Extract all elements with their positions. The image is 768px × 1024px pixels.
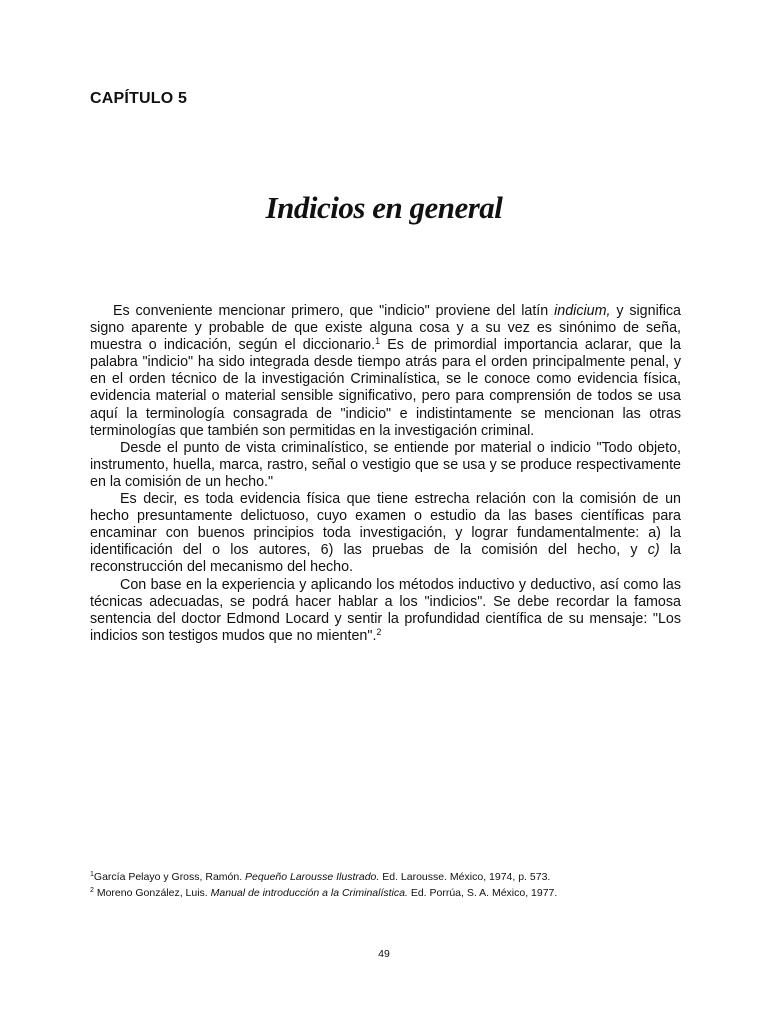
footnote-2-publisher: Ed. Porrúa, S. A. México, 1977. [407, 887, 558, 899]
footnote-ref-2[interactable]: 2 [376, 626, 382, 637]
paragraph-1-italic-term: indicium, [554, 303, 611, 319]
footnotes [90, 869, 690, 901]
paragraph-4 [90, 577, 681, 645]
paragraph-3-italic-item: c) [647, 542, 660, 559]
footnote-1 [90, 869, 690, 885]
footnote-1-work-title: Pequeño Larousse Ilustrado. [245, 871, 380, 883]
paragraph-3 [90, 491, 681, 576]
paragraph-1-text-c: Es de primordial importancia aclarar, que la palabra "indicio" ha sido integrada desde tiempo atrás para el orden principalmente penal, y en el orden técnico de la investigación Criminalística, se le conoce como evidencia física, evidencia material o material sensible significativo, pero para comprensión de todos se usa aquí la terminología consagrada de "indicio" e indistintamente se mencionan las otras terminologías que también son permitidas en la investigación criminal. [90, 337, 681, 439]
page-title: Indicios en general [265, 190, 503, 225]
footnote-2-work-title: Manual de introducción a la Criminalística. [210, 887, 408, 899]
paragraph-2: Desde el punto de vista criminalístico, se entiende por material o indicio "Todo objeto, instrumento, huella, marca, rastro, señal o vestigio que se usa y se produce respectivamente en la comisión de un hecho." [90, 439, 681, 490]
paragraph-1-text-a: Es conveniente mencionar primero, que "indicio" proviene del latín [113, 303, 555, 319]
paragraph-1 [90, 303, 681, 440]
page-number: 49 [378, 948, 390, 960]
paragraph-3-text-b: la reconstrucción del mecanismo del hecho. [90, 542, 681, 576]
footnote-1-publisher: Ed. Larousse. México, 1974, p. 573. [379, 871, 551, 883]
footnote-2-number: 2 [90, 887, 94, 894]
footnote-1-author: García Pelayo y Gross, Ramón. [93, 871, 246, 883]
paragraph-4-text: Con base en la experiencia y aplicando los métodos inductivo y deductivo, así como las técnicas adecuadas, se podrá hacer hablar a los "indicios". Se debe recordar la famosa sentencia del doctor Edmond Locard y sentir la profundidad científica de su mensaje: "Los indicios son testigos mudos que no mienten". [90, 576, 681, 644]
footnote-2-author: Moreno González, Luis. [93, 887, 211, 899]
chapter-label: CAPÍTULO 5 [90, 90, 188, 107]
footnote-ref-1[interactable]: 1 [375, 336, 381, 347]
body-text [90, 303, 681, 645]
footnote-1-number: 1 [90, 871, 94, 878]
paragraph-1-text-b: y significa signo aparente y probable de que existe alguna cosa y a su vez es sinónimo de seña, muestra o indicación, según el diccionario. [90, 303, 681, 354]
footnote-2 [90, 885, 690, 901]
paragraph-3-text-a: Es decir, es toda evidencia física que tiene estrecha relación con la comisión de un hecho presuntamente delictuoso, cuyo examen o estudio da las bases científicas para encaminar con buenos principios toda investigación, y lograr fundamentalmente: a) la identificación del o los autores, 6) las pruebas de la comisión del hecho, y [90, 491, 681, 559]
